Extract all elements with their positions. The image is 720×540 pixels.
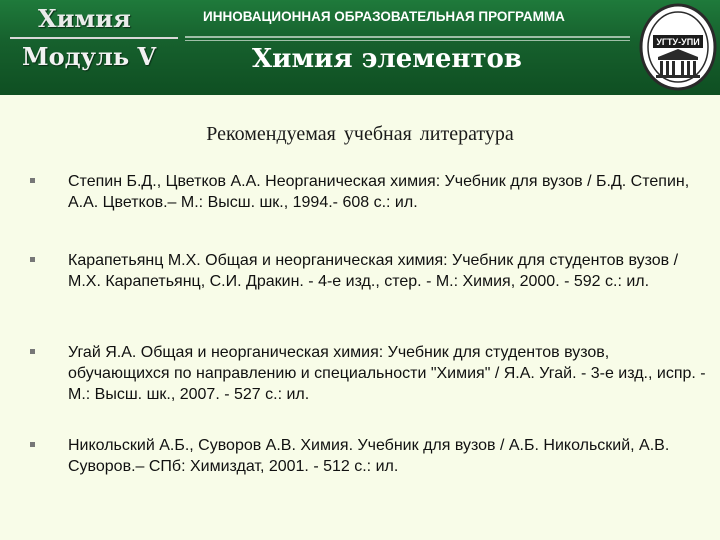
header-rule-bottom xyxy=(185,40,630,41)
module-title: Модуль V xyxy=(22,42,157,71)
course-title: Химия xyxy=(38,4,131,33)
university-building-icon xyxy=(638,2,718,92)
subject-title: Химия элементов xyxy=(252,44,522,74)
reference-text: Степин Б.Д., Цветков А.А. Неорганическая химия: Учебник для вузов / Б.Д. Степин, А.А. Цветков.– М.: Высш. шк., 1994.- 608 с.: ил. xyxy=(68,173,690,211)
program-title: ИННОВАЦИОННАЯ ОБРАЗОВАТЕЛЬНАЯ ПРОГРАММА xyxy=(203,9,565,24)
reference-text: Угай Я.А. Общая и неорганическая химия: Учебник для студентов вузов, обучающихся по направлению и специальности "Химия" / Я.А. Угай. - 3-е изд., испр. - М.: Высш. шк., 2007. - 527 с.: ил. xyxy=(68,344,706,403)
bullet-icon xyxy=(30,349,35,354)
bullet-icon xyxy=(30,442,35,447)
header-banner xyxy=(0,0,720,95)
logo-text: УГТУ-УПИ xyxy=(656,37,700,47)
header-rule-top xyxy=(185,36,630,38)
section-title: Рекомендуемая учебная литература xyxy=(206,123,514,145)
bullet-icon xyxy=(30,257,35,262)
slide-content xyxy=(0,95,720,540)
reference-text: Карапетьянц М.Х. Общая и неорганическая химия: Учебник для студентов вузов / М.Х. Карапетьянц, С.И. Дракин. - 4-е изд., стер. - М.: Химия, 2000. - 592 с.: ил. xyxy=(68,252,679,290)
bullet-icon xyxy=(30,178,35,183)
header-divider xyxy=(10,37,178,39)
reference-text: Никольский А.Б., Суворов А.В. Химия. Учебник для вузов / А.Б. Никольский, А.В. Суворов.– СПб: Химиздат, 2001. - 512 с.: ил. xyxy=(68,437,670,475)
